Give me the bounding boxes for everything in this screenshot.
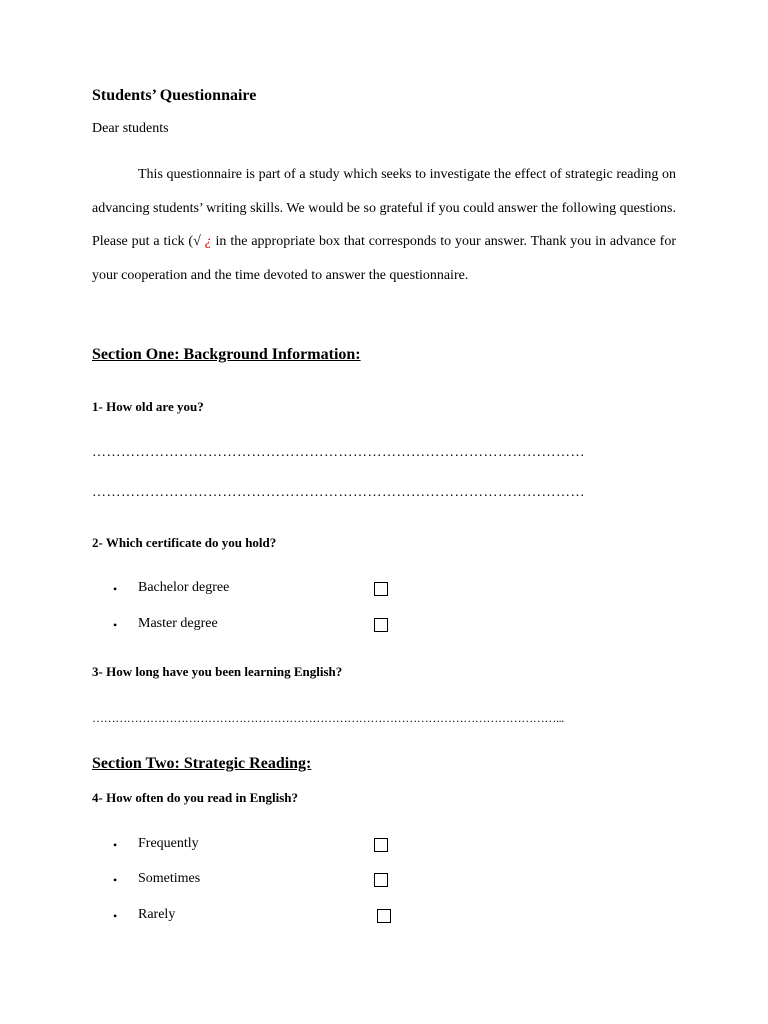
intro-text-end: in the appropriate box that corresponds to your answer. Thank you in advance for your cooperation and the time devoted to answer the questionnaire.	[92, 234, 676, 283]
question-3: 3- How long have you been learning English?	[92, 664, 343, 679]
question-1: 1- How old are you?	[92, 399, 204, 414]
checkbox-master-degree[interactable]	[374, 618, 388, 632]
checkbox-rarely[interactable]	[377, 909, 391, 923]
bullet-icon: •	[113, 909, 118, 923]
option-master-degree: Master degree	[138, 616, 218, 631]
checkbox-frequently[interactable]	[374, 838, 388, 852]
bullet-icon: •	[113, 582, 118, 596]
answer-line-3[interactable]: …………………………………………………………………………………………………………...	[92, 711, 564, 725]
option-bachelor-degree: Bachelor degree	[138, 580, 230, 595]
tick-mark-icon: ¿	[204, 234, 212, 249]
question-2: 2- Which certificate do you hold?	[92, 535, 277, 550]
bullet-icon: •	[113, 838, 118, 852]
question-4: 4- How often do you read in English?	[92, 790, 298, 805]
answer-line-1[interactable]: …………………………………………………………………………………………	[92, 445, 585, 460]
bullet-icon: •	[113, 618, 118, 632]
answer-line-2[interactable]: …………………………………………………………………………………………	[92, 485, 585, 500]
option-frequently: Frequently	[138, 836, 199, 851]
checkbox-bachelor-degree[interactable]	[374, 582, 388, 596]
bullet-icon: •	[113, 873, 118, 887]
option-rarely: Rarely	[138, 907, 176, 922]
greeting: Dear students	[92, 121, 169, 136]
checkbox-sometimes[interactable]	[374, 873, 388, 887]
section-one-heading: Section One: Background Information:	[92, 346, 361, 363]
intro-text-start: This questionnaire is part of a study which seeks to investigate the effect of strategic reading on advancing students’ writing skills. We would be so grateful if you could answer the following questions. Please put a tick (√	[92, 167, 676, 249]
section-two-heading: Section Two: Strategic Reading:	[92, 755, 312, 772]
option-sometimes: Sometimes	[138, 871, 201, 886]
page-title: Students’ Questionnaire	[92, 87, 257, 104]
intro-paragraph	[92, 158, 676, 292]
